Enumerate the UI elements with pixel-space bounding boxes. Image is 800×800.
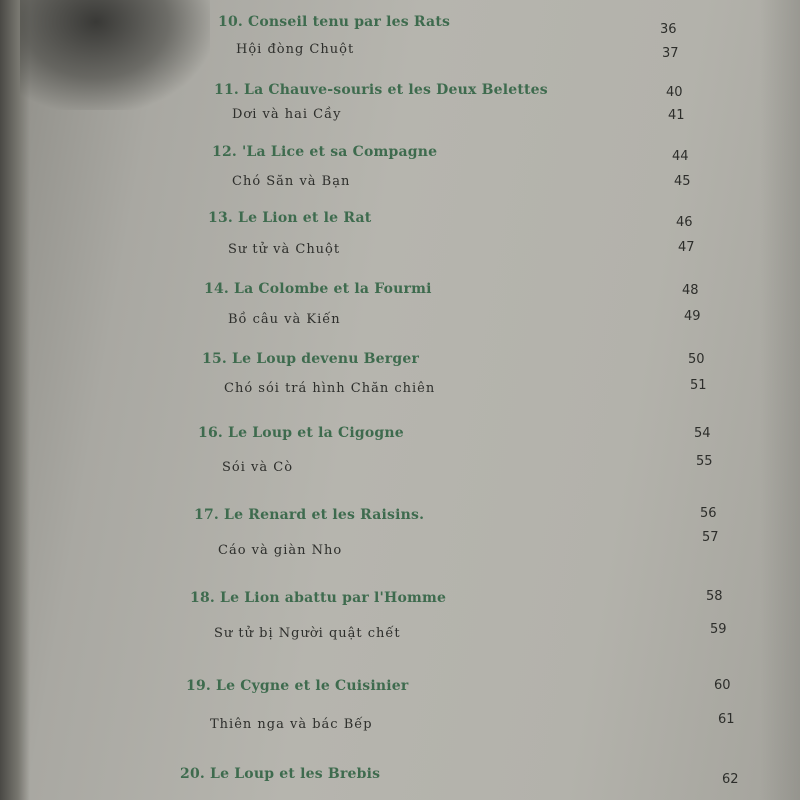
toc-entry-fr-13: 13. Le Lion et le Rat — [208, 210, 372, 226]
toc-page-vn-18: 59 — [710, 622, 727, 637]
toc-entry-vn-18: Sư tử bị Người quật chết — [214, 626, 401, 641]
page-edge — [760, 0, 800, 800]
toc-page-vn-11: 41 — [668, 108, 685, 123]
finger-shadow — [20, 0, 210, 110]
toc-page-fr-16: 54 — [694, 426, 711, 441]
toc-entry-fr-16: 16. Le Loup et la Cigogne — [198, 425, 404, 441]
toc-entry-fr-19: 19. Le Cygne et le Cuisinier — [186, 678, 409, 694]
toc-entry-fr-12: 12. 'La Lice et sa Compagne — [212, 144, 438, 160]
toc-entry-fr-11: 11. La Chauve-souris et les Deux Belettes — [214, 82, 548, 98]
toc-page-vn-12: 45 — [674, 174, 691, 189]
toc-page-vn-19: 61 — [718, 712, 735, 727]
toc-entry-vn-19: Thiên nga và bác Bếp — [210, 717, 373, 732]
toc-page-fr-10: 36 — [660, 22, 677, 37]
toc-entry-vn-16: Sói và Cò — [222, 460, 294, 475]
toc-page-fr-20: 62 — [722, 772, 739, 787]
toc-page-fr-19: 60 — [714, 678, 731, 693]
toc-page-vn-17: 57 — [702, 530, 719, 545]
toc-page-vn-15: 51 — [690, 378, 707, 393]
toc-entry-vn-10: Hội đòng Chuột — [236, 42, 355, 57]
toc-page-fr-12: 44 — [672, 149, 689, 164]
toc-entry-vn-17: Cáo và giàn Nho — [218, 543, 343, 558]
toc-entry-vn-15: Chó sói trá hình Chăn chiên — [224, 381, 436, 396]
toc-page-fr-14: 48 — [682, 283, 699, 298]
toc-page-vn-13: 47 — [678, 240, 695, 255]
toc-entry-vn-12: Chó Săn và Bạn — [232, 174, 351, 189]
toc-entry-fr-14: 14. La Colombe et la Fourmi — [204, 281, 432, 297]
toc-entry-fr-17: 17. Le Renard et les Raisins. — [194, 507, 425, 523]
toc-page-fr-18: 58 — [706, 589, 723, 604]
toc-page-fr-15: 50 — [688, 352, 705, 367]
toc-entry-vn-11: Dơi và hai Cầy — [232, 107, 342, 122]
toc-entry-vn-14: Bồ câu và Kiến — [228, 312, 341, 327]
toc-page-fr-13: 46 — [676, 215, 693, 230]
page-binding-shadow — [0, 0, 30, 800]
toc-entry-fr-20: 20. Le Loup et les Brebis — [180, 766, 381, 782]
toc-entry-fr-15: 15. Le Loup devenu Berger — [202, 351, 420, 367]
toc-entry-fr-10: 10. Conseil tenu par les Rats — [218, 14, 451, 30]
toc-page-vn-10: 37 — [662, 46, 679, 61]
toc-page-fr-17: 56 — [700, 506, 717, 521]
toc-page-fr-11: 40 — [666, 85, 683, 100]
toc-page-vn-14: 49 — [684, 309, 701, 324]
toc-entry-vn-13: Sư tử và Chuột — [228, 242, 341, 257]
toc-entry-fr-18: 18. Le Lion abattu par l'Homme — [190, 590, 447, 606]
toc-page-vn-16: 55 — [696, 454, 713, 469]
